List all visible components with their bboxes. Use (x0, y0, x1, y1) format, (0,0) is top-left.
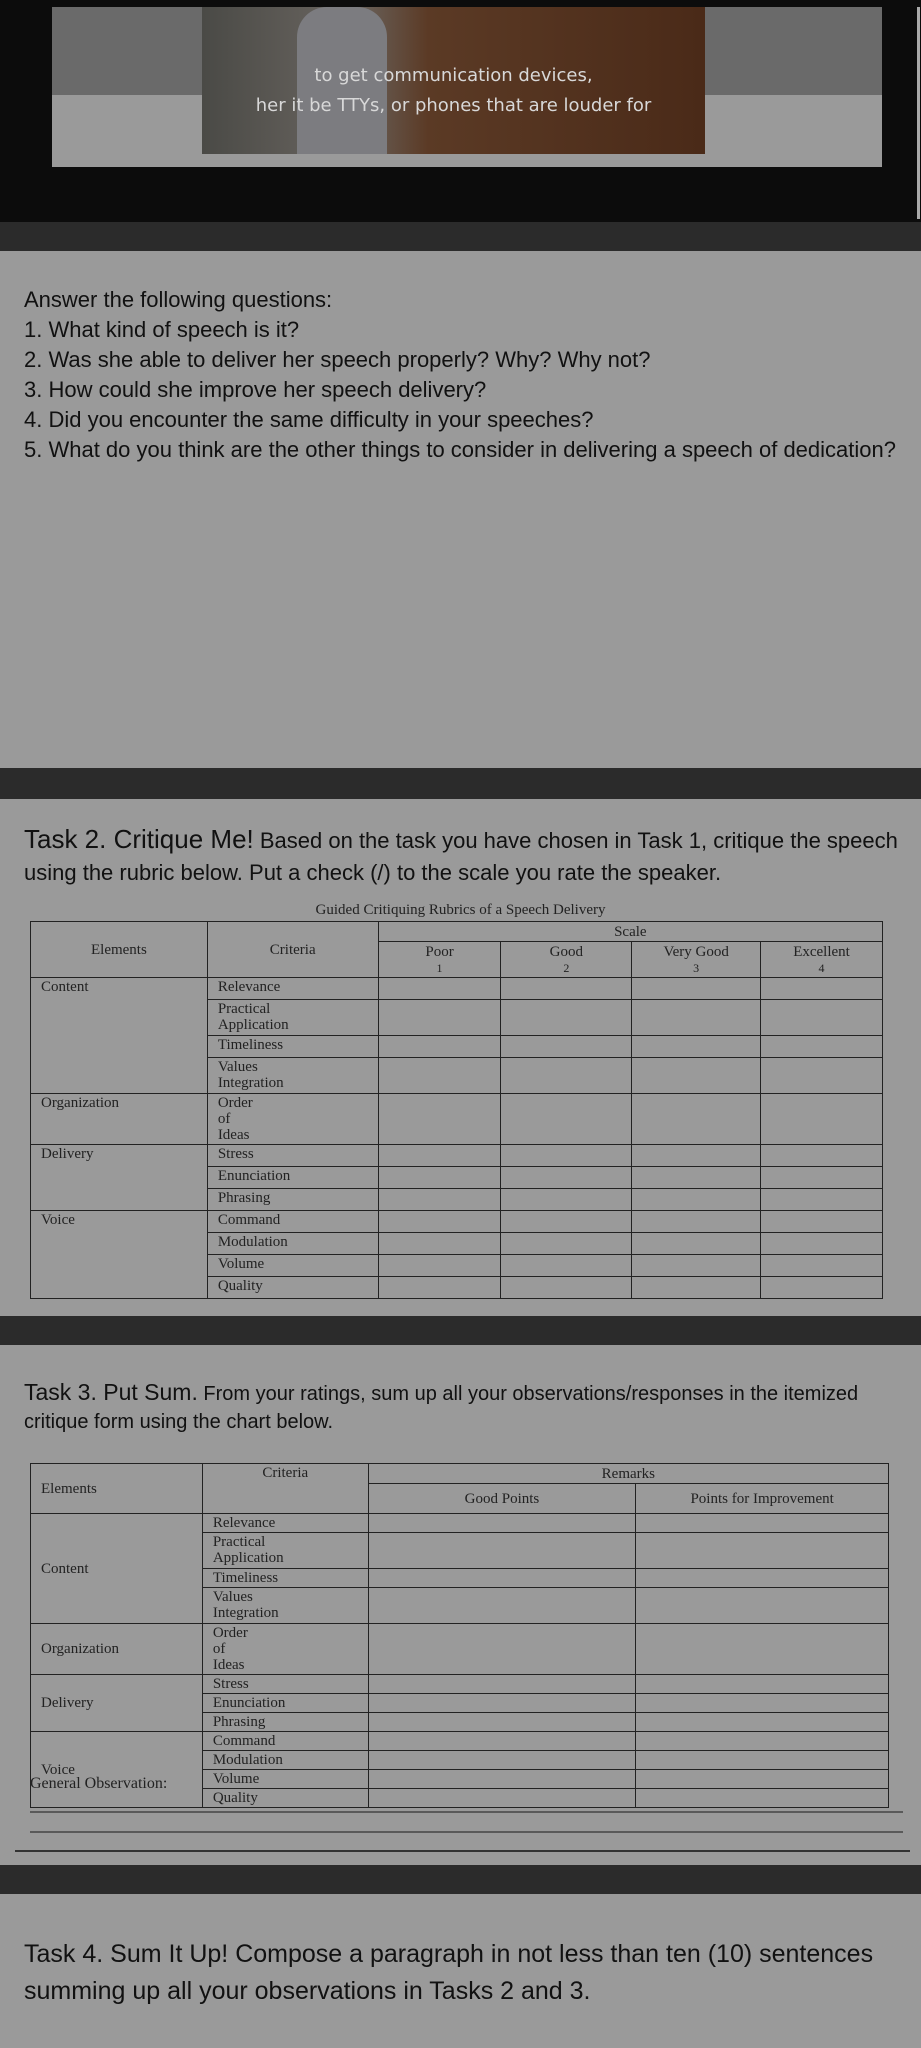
scale-check-cell[interactable] (378, 1058, 501, 1094)
element-cell: Voice (31, 1732, 203, 1808)
scale-check-cell[interactable] (761, 1255, 883, 1277)
scale-check-cell[interactable] (501, 1211, 632, 1233)
scale-check-cell[interactable] (632, 1058, 761, 1094)
scale-check-cell[interactable] (378, 1000, 501, 1036)
criteria-cell: Timeliness (202, 1569, 368, 1588)
scale-check-cell[interactable] (761, 1036, 883, 1058)
scale-check-cell[interactable] (378, 1233, 501, 1255)
criteria-cell: Phrasing (207, 1189, 378, 1211)
question-3: 3. How could she improve her speech delivery? (24, 377, 487, 402)
scale-check-cell[interactable] (761, 1058, 883, 1094)
video-card (52, 7, 882, 167)
element-cell: Voice (31, 1211, 208, 1299)
criteria-cell: Relevance (207, 978, 378, 1000)
header-remarks: Remarks (368, 1464, 888, 1484)
criteria-cell: Enunciation (207, 1167, 378, 1189)
scale-number: 4 (818, 960, 825, 975)
scale-check-cell[interactable] (761, 1277, 883, 1299)
improvement-cell[interactable] (636, 1732, 889, 1751)
rubric-title: Guided Critiquing Rubrics of a Speech Delivery (315, 902, 606, 918)
scale-check-cell[interactable] (761, 1189, 883, 1211)
scrollbar[interactable] (917, 7, 920, 219)
scale-check-cell[interactable] (632, 1145, 761, 1167)
element-cell: Delivery (31, 1675, 203, 1732)
scale-check-cell[interactable] (761, 1167, 883, 1189)
header-scale: Scale (378, 922, 882, 942)
scale-check-cell[interactable] (378, 1094, 501, 1145)
scale-check-cell[interactable] (378, 1167, 501, 1189)
table-row (31, 1145, 883, 1167)
header-good-points: Good Points (368, 1484, 636, 1514)
good-points-cell[interactable] (368, 1751, 636, 1770)
improvement-cell[interactable] (636, 1751, 889, 1770)
scale-check-cell[interactable] (378, 978, 501, 1000)
task3-heading: Task 3. Put Sum. (24, 1379, 198, 1405)
criteria-cell: Modulation (207, 1233, 378, 1255)
scale-check-cell[interactable] (632, 1277, 761, 1299)
header-scale-excellent (761, 942, 883, 978)
answer-line[interactable] (30, 1831, 903, 1833)
good-points-cell[interactable] (368, 1694, 636, 1713)
video-caption-line-1: to get communication devices, (314, 65, 593, 86)
improvement-cell[interactable] (636, 1533, 889, 1569)
scale-check-cell[interactable] (761, 1145, 883, 1167)
page-separator (0, 1316, 921, 1345)
element-cell: Content (31, 1514, 203, 1624)
criteria-cell: Order of Ideas (202, 1624, 368, 1675)
scale-check-cell[interactable] (501, 1189, 632, 1211)
page-separator (0, 222, 921, 251)
table-row (31, 1624, 889, 1675)
table-row (31, 1211, 883, 1233)
scale-check-cell[interactable] (378, 1189, 501, 1211)
scale-check-cell[interactable] (632, 1211, 761, 1233)
scale-check-cell[interactable] (501, 1167, 632, 1189)
general-observation-label: General Observation: (30, 1775, 168, 1792)
element-cell: Organization (31, 1624, 203, 1675)
scale-check-cell[interactable] (632, 1189, 761, 1211)
task4-heading: Task 4. Sum It Up! (24, 1940, 229, 1968)
good-points-cell[interactable] (368, 1588, 636, 1624)
scale-label: Poor (425, 943, 454, 960)
scale-check-cell[interactable] (632, 1036, 761, 1058)
header-elements: Elements (31, 922, 208, 978)
header-scale-poor (378, 942, 501, 978)
scale-check-cell[interactable] (378, 1145, 501, 1167)
scale-check-cell[interactable] (501, 978, 632, 1000)
page-task3 (0, 1345, 921, 1865)
criteria-cell: Quality (207, 1277, 378, 1299)
scale-check-cell[interactable] (761, 1094, 883, 1145)
table-row (31, 978, 883, 1000)
header-scale-very-good (632, 942, 761, 978)
page-separator (0, 1865, 921, 1894)
page-task4 (0, 1894, 921, 2048)
good-points-cell[interactable] (368, 1569, 636, 1588)
improvement-cell[interactable] (636, 1675, 889, 1694)
good-points-cell[interactable] (368, 1675, 636, 1694)
criteria-cell: Command (202, 1732, 368, 1751)
video-frame[interactable] (202, 7, 705, 154)
header-elements: Elements (31, 1464, 203, 1514)
task2-instructions (24, 823, 904, 896)
good-points-cell[interactable] (368, 1770, 636, 1789)
scale-number: 2 (563, 960, 570, 975)
good-points-cell[interactable] (368, 1789, 636, 1808)
criteria-cell: Phrasing (202, 1713, 368, 1732)
improvement-cell[interactable] (636, 1514, 889, 1533)
scale-check-cell[interactable] (501, 1000, 632, 1036)
table-row (31, 1094, 883, 1145)
scale-check-cell[interactable] (378, 1277, 501, 1299)
task4-instructions (24, 1936, 894, 2010)
task3-instructions (24, 1378, 904, 1436)
improvement-cell[interactable] (636, 1770, 889, 1789)
scale-check-cell[interactable] (761, 1233, 883, 1255)
scale-check-cell[interactable] (501, 1094, 632, 1145)
answer-line[interactable] (15, 1850, 910, 1852)
scale-check-cell[interactable] (632, 1233, 761, 1255)
improvement-cell[interactable] (636, 1789, 889, 1808)
task2-heading: Task 2. Critique Me! (24, 824, 254, 854)
scale-label: Excellent (793, 943, 850, 960)
scale-check-cell[interactable] (378, 1036, 501, 1058)
criteria-cell: Practical Application (207, 1000, 378, 1036)
task3-text: From your ratings, sum up all your observations/responses in the itemized critique form using the chart below. (24, 1383, 859, 1433)
scale-label: Very Good (663, 943, 729, 960)
improvement-cell[interactable] (636, 1694, 889, 1713)
table-row (31, 1675, 889, 1694)
scale-check-cell[interactable] (632, 1094, 761, 1145)
criteria-cell: Command (207, 1211, 378, 1233)
improvement-cell[interactable] (636, 1713, 889, 1732)
questions-intro: Answer the following questions: (24, 287, 333, 312)
scale-check-cell[interactable] (378, 1211, 501, 1233)
table-row (31, 1732, 889, 1751)
rubric-table (30, 921, 883, 1299)
element-cell: Delivery (31, 1145, 208, 1211)
improvement-cell[interactable] (636, 1588, 889, 1624)
criteria-cell: Volume (202, 1770, 368, 1789)
scale-number: 1 (436, 960, 443, 975)
scale-check-cell[interactable] (501, 1277, 632, 1299)
critique-form-table (30, 1463, 889, 1808)
task2-text: Based on the task you have chosen in Task 1, critique the speech using the rubric below. Put a check (/) to the scale you rate the speaker. (24, 828, 898, 885)
criteria-cell: Modulation (202, 1751, 368, 1770)
question-4: 4. Did you encounter the same difficulty in your speeches? (24, 407, 594, 432)
improvement-cell[interactable] (636, 1624, 889, 1675)
good-points-cell[interactable] (368, 1713, 636, 1732)
criteria-cell: Timeliness (207, 1036, 378, 1058)
question-2: 2. Was she able to deliver her speech properly? Why? Why not? (24, 347, 651, 372)
criteria-cell: Volume (207, 1255, 378, 1277)
page-task2 (0, 799, 921, 1316)
scale-check-cell[interactable] (501, 1255, 632, 1277)
page-separator (0, 768, 921, 799)
header-points-for-improvement: Points for Improvement (636, 1484, 889, 1514)
good-points-cell[interactable] (368, 1533, 636, 1569)
scale-check-cell[interactable] (632, 1255, 761, 1277)
criteria-cell: Stress (202, 1675, 368, 1694)
question-5: 5. What do you think are the other things to consider in delivering a speech of dedication? (24, 437, 896, 462)
improvement-cell[interactable] (636, 1569, 889, 1588)
good-points-cell[interactable] (368, 1624, 636, 1675)
scale-check-cell[interactable] (632, 1000, 761, 1036)
task4-text: Compose a paragraph in not less than ten (10) sentences summing up all your observations in Tasks 2 and 3. (24, 1940, 874, 2005)
scale-check-cell[interactable] (501, 1233, 632, 1255)
video-caption-line-2: her it be TTYs, or phones that are louder for (255, 95, 652, 116)
header-criteria: Criteria (207, 922, 378, 978)
criteria-cell: Enunciation (202, 1694, 368, 1713)
scale-check-cell[interactable] (632, 978, 761, 1000)
criteria-cell: Quality (202, 1789, 368, 1808)
scale-number: 3 (693, 960, 700, 975)
answer-line[interactable] (30, 1811, 903, 1813)
scale-check-cell[interactable] (501, 1145, 632, 1167)
scale-check-cell[interactable] (761, 1211, 883, 1233)
question-1: 1. What kind of speech is it? (24, 317, 300, 342)
scale-check-cell[interactable] (632, 1167, 761, 1189)
element-cell: Content (31, 978, 208, 1094)
criteria-cell: Values Integration (207, 1058, 378, 1094)
criteria-cell: Practical Application (202, 1533, 368, 1569)
criteria-cell: Order of Ideas (207, 1094, 378, 1145)
scale-check-cell[interactable] (378, 1255, 501, 1277)
scale-check-cell[interactable] (501, 1058, 632, 1094)
scale-check-cell[interactable] (761, 978, 883, 1000)
page-questions (0, 251, 921, 768)
criteria-cell: Values Integration (202, 1588, 368, 1624)
scale-check-cell[interactable] (501, 1036, 632, 1058)
table-row (31, 1514, 889, 1533)
scale-check-cell[interactable] (761, 1000, 883, 1036)
scale-label: Good (549, 943, 584, 960)
header-criteria: Criteria (202, 1464, 368, 1514)
criteria-cell: Relevance (202, 1514, 368, 1533)
good-points-cell[interactable] (368, 1732, 636, 1751)
element-cell: Organization (31, 1094, 208, 1145)
criteria-cell: Stress (207, 1145, 378, 1167)
good-points-cell[interactable] (368, 1514, 636, 1533)
header-scale-good (501, 942, 632, 978)
